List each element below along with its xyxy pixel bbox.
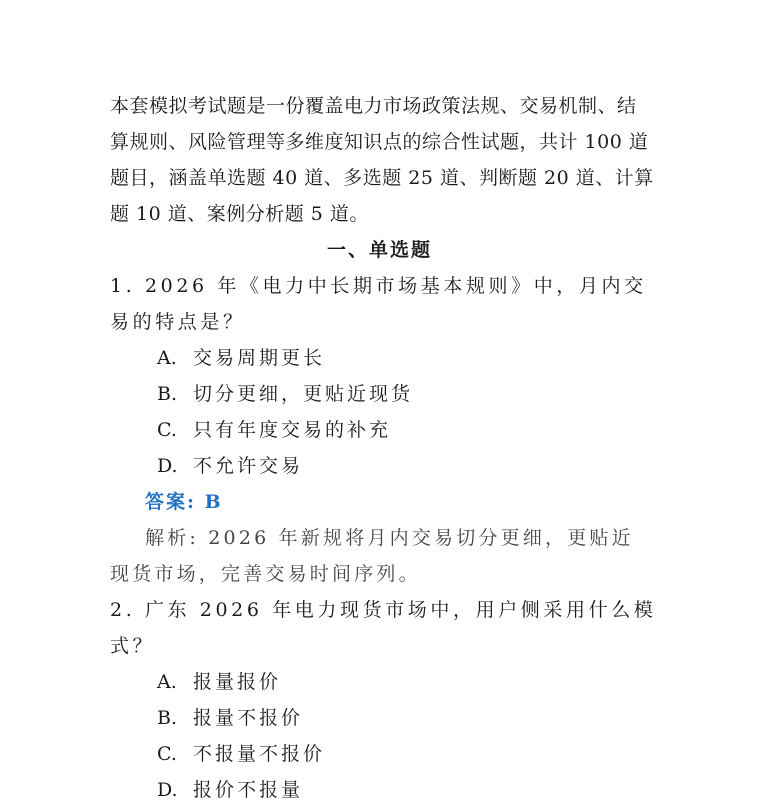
option-letter: C.: [157, 419, 177, 441]
option-letter: B.: [157, 383, 178, 405]
option-letter: B.: [157, 707, 178, 729]
option-text: 只有年度交易的补充: [193, 419, 392, 441]
question-2-stem: 2. 广东 2026 年电力现货市场中，用户侧采用什么模: [110, 599, 657, 621]
question-1-option-b: [157, 378, 413, 410]
question-2-option-d: [157, 774, 303, 806]
intro-paragraph: 本套模拟考试题是一份覆盖电力市场政策法规、交易机制、结算规则、风险管理等多维度知识点的综合性试题，共计 100 道题目，涵盖单选题 40 道、多选题 25 道、判断题 20 道、计算题 10 道、案例分析题 5 道。: [110, 95, 654, 225]
question-1-option-c: [157, 414, 391, 446]
option-letter: D.: [157, 779, 178, 801]
question-1-analysis: 解析: 2026 年新规将月内交易切分更细，更贴近: [145, 527, 634, 549]
option-text: 交易周期更长: [193, 347, 326, 369]
question-1-stem-continued: 易的特点是？: [110, 311, 246, 333]
question-2-option-b: [157, 702, 303, 734]
question-1-answer: 答案: B: [145, 491, 223, 513]
option-text: 报量不报价: [193, 707, 304, 729]
option-letter: A.: [157, 347, 177, 369]
section-title: 一、单选题: [326, 239, 432, 261]
question-2-option-a: [157, 666, 281, 698]
question-1-stem: 1. 2026 年《电力中长期市场基本规则》中，月内交: [110, 275, 647, 297]
question-1-option-a: [157, 342, 325, 374]
option-text: 切分更细，更贴近现货: [193, 383, 414, 405]
question-2-stem-continued: 式？: [110, 635, 156, 657]
option-text: 不报量不报价: [193, 743, 326, 765]
option-text: 报量报价: [193, 671, 282, 693]
option-letter: D.: [157, 455, 178, 477]
question-1-option-d: [157, 450, 303, 482]
question-1-analysis-continued: 现货市场，完善交易时间序列。: [110, 563, 421, 585]
option-letter: A.: [157, 671, 177, 693]
option-text: 不允许交易: [193, 455, 304, 477]
option-letter: C.: [157, 743, 177, 765]
question-2-option-c: [157, 738, 325, 770]
option-text: 报价不报量: [193, 779, 304, 801]
